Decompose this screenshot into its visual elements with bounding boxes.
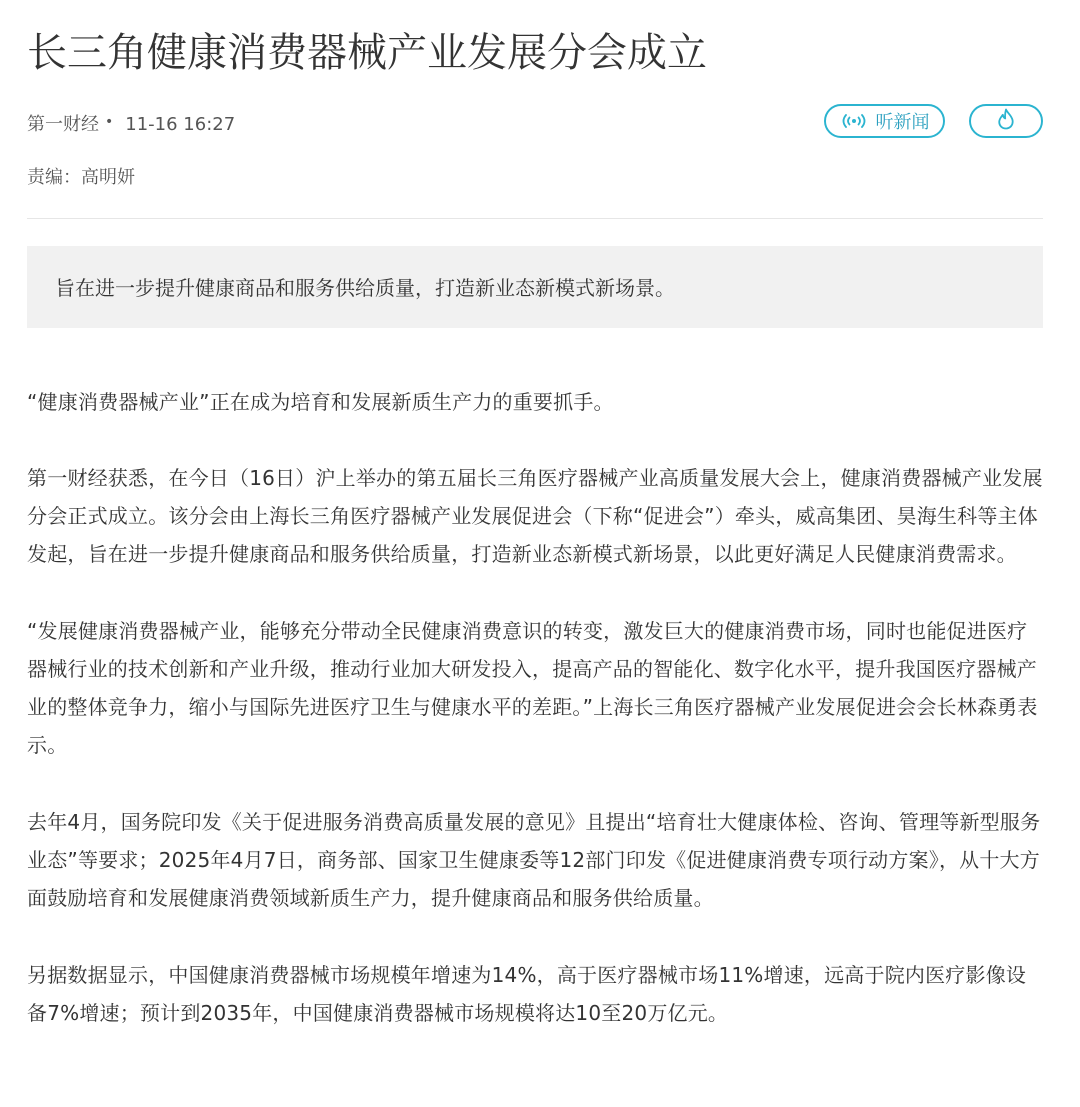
article-body [27,383,1043,1032]
publish-time: 11-16 16:27 [125,114,236,135]
page-title: 长三角健康消费器械产业发展分会成立 [27,30,707,76]
article-meta [27,102,1043,142]
listen-news-label: 听新闻 [875,112,930,133]
body-paragraph: “健康消费器械产业”正在成为培育和发展新质生产力的重要抓手。 [27,390,614,414]
body-paragraph: “发展健康消费器械产业，能够充分带动全民健康消费意识的转变，激发巨大的健康消费市场，同时也能促进医疗器械行业的技术创新和产业升级，推动行业加大研发投入，提高产品的智能化、数字化水平，提升我国医疗器械产业的整体竞争力，缩小与国际先进医疗卫生与健康水平的差距。”上海长三角医疗器械产业发展促进会会长林森勇表示。 [27,619,1038,757]
meta-separator: • [105,114,114,130]
article-summary: 旨在进一步提升健康商品和服务供给质量，打造新业态新模式新场景。 [27,246,1043,328]
divider [27,218,1043,219]
listen-news-button[interactable] [824,104,945,138]
body-paragraph: 另据数据显示，中国健康消费器械市场规模年增速为14%，高于医疗器械市场11%增速，远高于院内医疗影像设备7%增速；预计到2035年，中国健康消费器械市场规模将达10至20万亿元。 [27,963,1027,1025]
body-paragraph: 去年4月，国务院印发《关于促进服务消费高质量发展的意见》且提出“培育壮大健康体检、咨询、管理等新型服务业态”等要求；2025年4月7日，商务部、国家卫生健康委等12部门印发《促进健康消费专项行动方案》，从十大方面鼓励培育和发展健康消费领域新质生产力，提升健康商品和服务供给质量。 [27,810,1041,910]
broadcast-icon [840,113,868,129]
source-label: 第一财经 [27,114,99,135]
hot-button[interactable] [969,104,1043,138]
body-paragraph: 第一财经获悉，在今日（16日）沪上举办的第五届长三角医疗器械产业高质量发展大会上，健康消费器械产业发展分会正式成立。该分会由上海长三角医疗器械产业发展促进会（下称“促进会”）牵头，威高集团、昊海生科等主体发起，旨在进一步提升健康商品和服务供给质量，打造新业态新模式新场景，以此更好满足人民健康消费需求。 [27,466,1043,566]
article-actions [824,104,1043,138]
meta-info [27,108,235,139]
editor-credit: 责编：高明妍 [27,167,135,188]
flame-icon [997,108,1015,135]
